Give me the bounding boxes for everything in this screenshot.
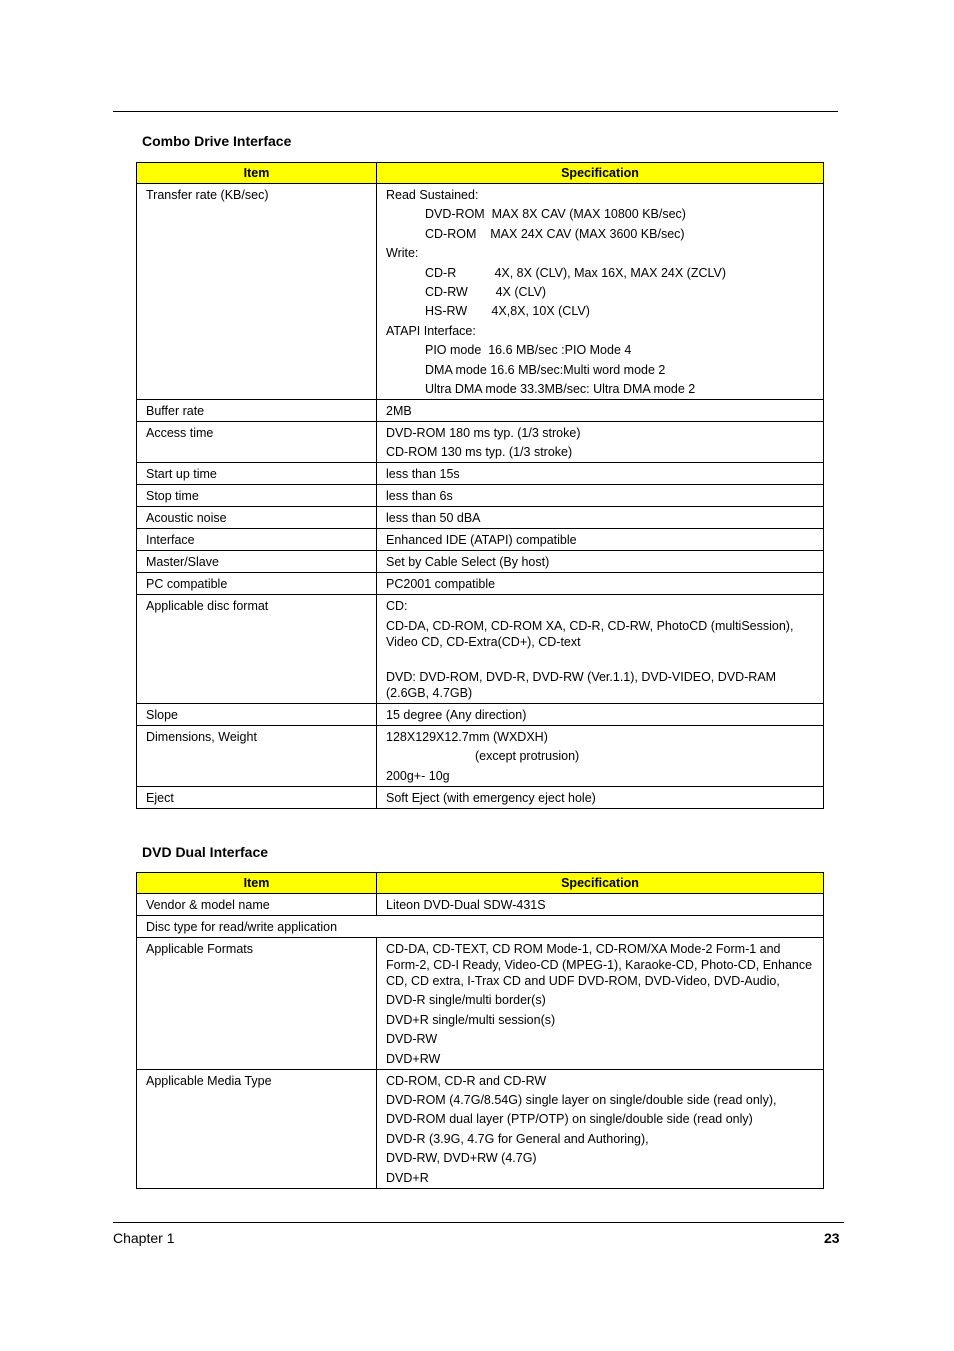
spec-line: DVD+R single/multi session(s)	[386, 1012, 556, 1027]
table-row	[137, 421, 824, 462]
row-label: Dimensions, Weight	[137, 726, 377, 787]
table-row	[137, 551, 824, 573]
row-value: less than 15s	[377, 463, 824, 485]
spec-line: DVD-ROM (4.7G/8.54G) single layer on single/double side (read only),	[386, 1092, 777, 1107]
spec-line: DVD-ROM 180 ms typ. (1/3 stroke)	[386, 425, 581, 440]
spec-line: CD-R 4X, 8X (CLV), Max 16X, MAX 24X (ZCLV)	[425, 265, 727, 280]
row-label: Master/Slave	[137, 551, 377, 573]
table-row	[137, 529, 824, 551]
spec-line: CD-ROM, CD-R and CD-RW	[386, 1073, 547, 1088]
spec-line: Ultra DMA mode 33.3MB/sec: Ultra DMA mode 2	[425, 381, 696, 396]
row-label: Applicable Formats	[137, 938, 377, 1070]
spec-line: DVD-R (3.9G, 4.7G for General and Authoring),	[386, 1131, 649, 1146]
row-label: Interface	[137, 529, 377, 551]
spec-line: 200g+- 10g	[386, 768, 450, 783]
table-row	[137, 916, 824, 938]
table-row	[137, 399, 824, 421]
footer-page-number: 23	[824, 1230, 840, 1246]
table-row	[137, 726, 824, 787]
spec-line: DVD-RW	[386, 1032, 438, 1047]
spec-line: CD-DA, CD-ROM, CD-ROM XA, CD-R, CD-RW, PhotoCD (multiSession), Video CD, CD-Extra(CD+), CD-text	[386, 618, 794, 649]
table-row	[137, 1069, 824, 1188]
row-label: Access time	[137, 421, 377, 462]
table-header-row	[137, 163, 824, 184]
spec-line: DVD+R	[386, 1170, 429, 1185]
header-item: Item	[137, 163, 377, 184]
spec-line: DMA mode 16.6 MB/sec:Multi word mode 2	[425, 362, 666, 377]
table-header-row	[137, 873, 824, 894]
row-label: Eject	[137, 786, 377, 808]
row-label: Buffer rate	[137, 399, 377, 421]
header-specification: Specification	[377, 873, 824, 894]
row-value	[377, 184, 824, 400]
row-label: Slope	[137, 704, 377, 726]
row-label: Vendor & model name	[137, 894, 377, 916]
spec-line: CD-RW 4X (CLV)	[425, 284, 547, 299]
row-label: Transfer rate (KB/sec)	[137, 184, 377, 400]
row-value	[377, 938, 824, 1070]
spec-line: DVD-R single/multi border(s)	[386, 993, 546, 1008]
header-item: Item	[137, 873, 377, 894]
row-label: Acoustic noise	[137, 507, 377, 529]
row-value: less than 6s	[377, 485, 824, 507]
spec-line: CD-ROM MAX 24X CAV (MAX 3600 KB/sec)	[425, 226, 685, 241]
table-row	[137, 894, 824, 916]
spec-line: Read Sustained:	[386, 188, 479, 202]
row-value	[377, 595, 824, 704]
spec-line: ATAPI Interface:	[386, 323, 476, 338]
section-title-combo-drive: Combo Drive Interface	[142, 133, 292, 149]
table-row	[137, 704, 824, 726]
spacer	[386, 653, 814, 669]
section-title-dvd-dual: DVD Dual Interface	[142, 844, 269, 860]
row-label: Start up time	[137, 463, 377, 485]
table-row	[137, 595, 824, 704]
row-label: Applicable Media Type	[137, 1069, 377, 1188]
spec-line: CD-DA, CD-TEXT, CD ROM Mode-1, CD-ROM/XA Mode-2 Form-1 and Form-2, CD-I Ready, Video-CD (MPEG-1), Karaoke-CD, Photo-CD, Enhance CD, CD extra, I-Trax CD and UDF DVD-ROM, DVD-Video, DVD-Audio,	[386, 942, 813, 988]
row-value	[377, 726, 824, 787]
row-label: Applicable disc format	[137, 595, 377, 704]
row-value: Soft Eject (with emergency eject hole)	[377, 786, 824, 808]
table-row	[137, 184, 824, 400]
spec-line: DVD: DVD-ROM, DVD-R, DVD-RW (Ver.1.1), DVD-VIDEO, DVD-RAM (2.6GB, 4.7GB)	[386, 670, 777, 701]
spec-line: 128X129X12.7mm (WXDXH)	[386, 730, 548, 745]
spec-line: CD-ROM 130 ms typ. (1/3 stroke)	[386, 445, 573, 460]
row-value: PC2001 compatible	[377, 573, 824, 595]
spec-line: (except protrusion)	[475, 749, 580, 764]
table-row	[137, 507, 824, 529]
footer-chapter: Chapter 1	[113, 1230, 175, 1246]
spec-line: DVD-ROM MAX 8X CAV (MAX 10800 KB/sec)	[425, 207, 686, 222]
table-row	[137, 786, 824, 808]
table-row	[137, 463, 824, 485]
table-row	[137, 485, 824, 507]
spec-line: CD:	[386, 599, 408, 614]
row-value	[377, 421, 824, 462]
row-label: Stop time	[137, 485, 377, 507]
row-label: PC compatible	[137, 573, 377, 595]
row-value: 15 degree (Any direction)	[377, 704, 824, 726]
header-specification: Specification	[377, 163, 824, 184]
row-label: Disc type for read/write application	[137, 916, 824, 938]
table-row	[137, 573, 824, 595]
dvd-dual-spec-table	[136, 872, 824, 1189]
combo-drive-spec-table	[136, 162, 824, 809]
spec-line: DVD-RW, DVD+RW (4.7G)	[386, 1151, 537, 1166]
spec-line: HS-RW 4X,8X, 10X (CLV)	[425, 304, 590, 319]
footer-rule	[113, 1222, 844, 1223]
row-value: Liteon DVD-Dual SDW-431S	[377, 894, 824, 916]
spec-line: DVD-ROM dual layer (PTP/OTP) on single/double side (read only)	[386, 1112, 753, 1127]
row-value: 2MB	[377, 399, 824, 421]
table-row	[137, 938, 824, 1070]
header-rule	[113, 111, 838, 112]
row-value: less than 50 dBA	[377, 507, 824, 529]
row-value: Enhanced IDE (ATAPI) compatible	[377, 529, 824, 551]
row-value: Set by Cable Select (By host)	[377, 551, 824, 573]
spec-line: PIO mode 16.6 MB/sec :PIO Mode 4	[425, 343, 632, 358]
spec-line: DVD+RW	[386, 1051, 441, 1066]
row-value	[377, 1069, 824, 1188]
spec-line: Write:	[386, 246, 419, 261]
